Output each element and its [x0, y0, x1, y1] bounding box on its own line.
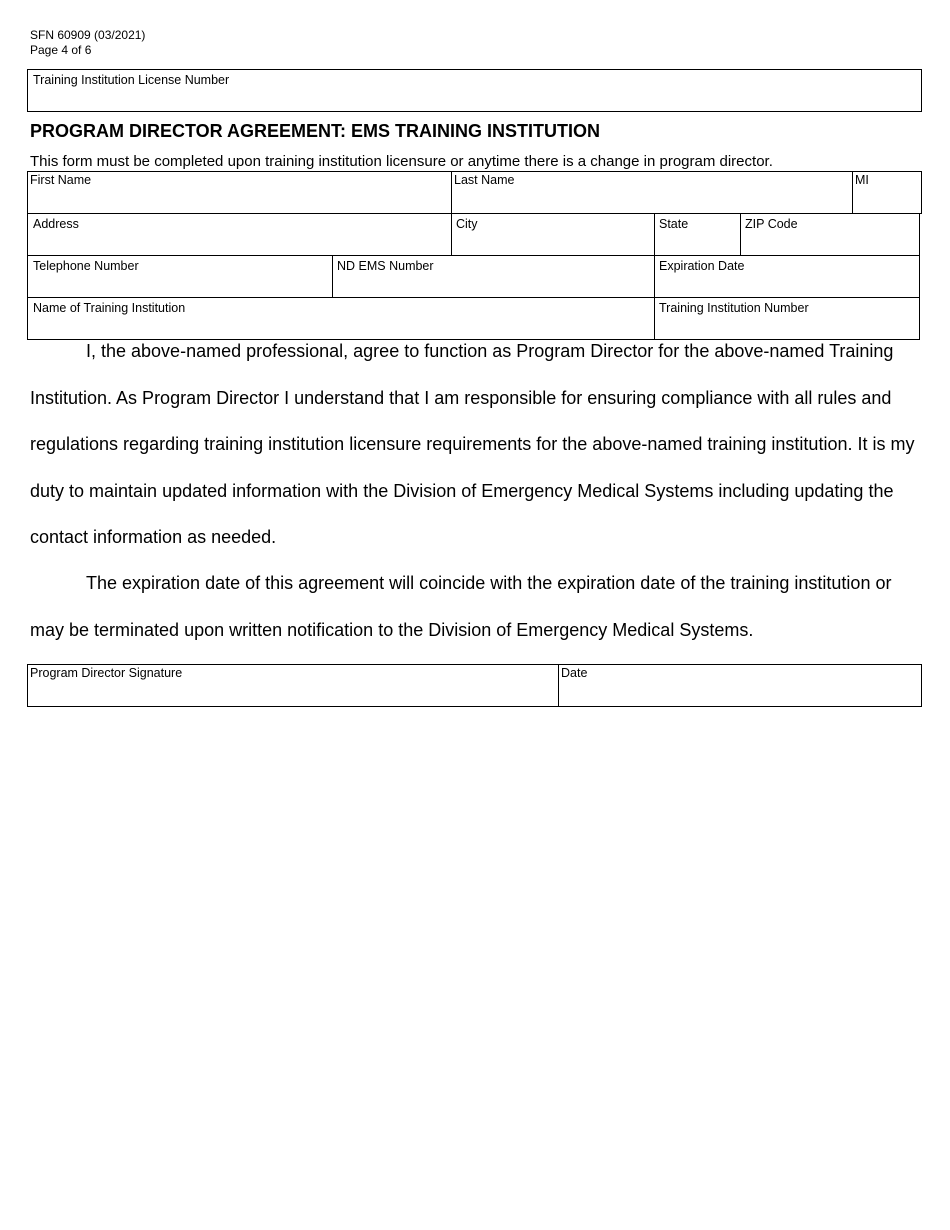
agreement-paragraph-1: I, the above-named professional, agree to function as Program Director for the above-named Training Institution. As Program Director I understand that I am responsible for ensuring compliance with all rules and regulations regarding training institution licensure requirements for the above-named training institution. It is my duty to maintain updated information with the Division of Emergency Medical Systems including updating the contact information as needed. [30, 341, 915, 547]
signature-label: Program Director Signature [30, 666, 183, 680]
zip-code-field[interactable] [741, 214, 919, 255]
last-name-label: Last Name [454, 173, 515, 187]
address-field[interactable] [28, 214, 451, 255]
expiration-date-field[interactable] [655, 256, 919, 297]
institution-number-label: Training Institution Number [659, 301, 809, 315]
last-name-field[interactable] [452, 172, 852, 213]
section-title: PROGRAM DIRECTOR AGREEMENT: EMS TRAINING INSTITUTION [30, 121, 601, 141]
city-field[interactable] [452, 214, 654, 255]
license-number-label: Training Institution License Number [33, 73, 230, 87]
state-label: State [659, 217, 689, 231]
mi-label: MI [855, 173, 869, 187]
signature-field[interactable] [28, 665, 558, 706]
agreement-paragraph-2: The expiration date of this agreement will coincide with the expiration date of the training institution or may be terminated upon written notification to the Division of Emergency Medical Systems. [30, 573, 892, 640]
page-number: Page 4 of 6 [30, 43, 92, 57]
city-label: City [456, 217, 478, 231]
telephone-label: Telephone Number [33, 259, 139, 273]
first-name-field[interactable] [28, 172, 451, 213]
first-name-label: First Name [30, 173, 92, 187]
address-label: Address [33, 217, 79, 231]
form-number: SFN 60909 (03/2021) [30, 28, 146, 42]
nd-ems-number-field[interactable] [333, 256, 654, 297]
state-field[interactable] [655, 214, 740, 255]
middle-initial-field[interactable] [853, 172, 921, 213]
zip-code-label: ZIP Code [745, 217, 798, 231]
license-number-box[interactable] [27, 69, 922, 112]
telephone-field[interactable] [28, 256, 332, 297]
instruction-text: This form must be completed upon training institution licensure or anytime there is a change in program director. [30, 153, 773, 170]
signature-date-field[interactable] [559, 665, 921, 706]
nd-ems-number-label: ND EMS Number [337, 259, 434, 273]
institution-name-label: Name of Training Institution [33, 301, 186, 315]
signature-date-label: Date [561, 666, 588, 680]
expiration-date-label: Expiration Date [659, 259, 745, 273]
